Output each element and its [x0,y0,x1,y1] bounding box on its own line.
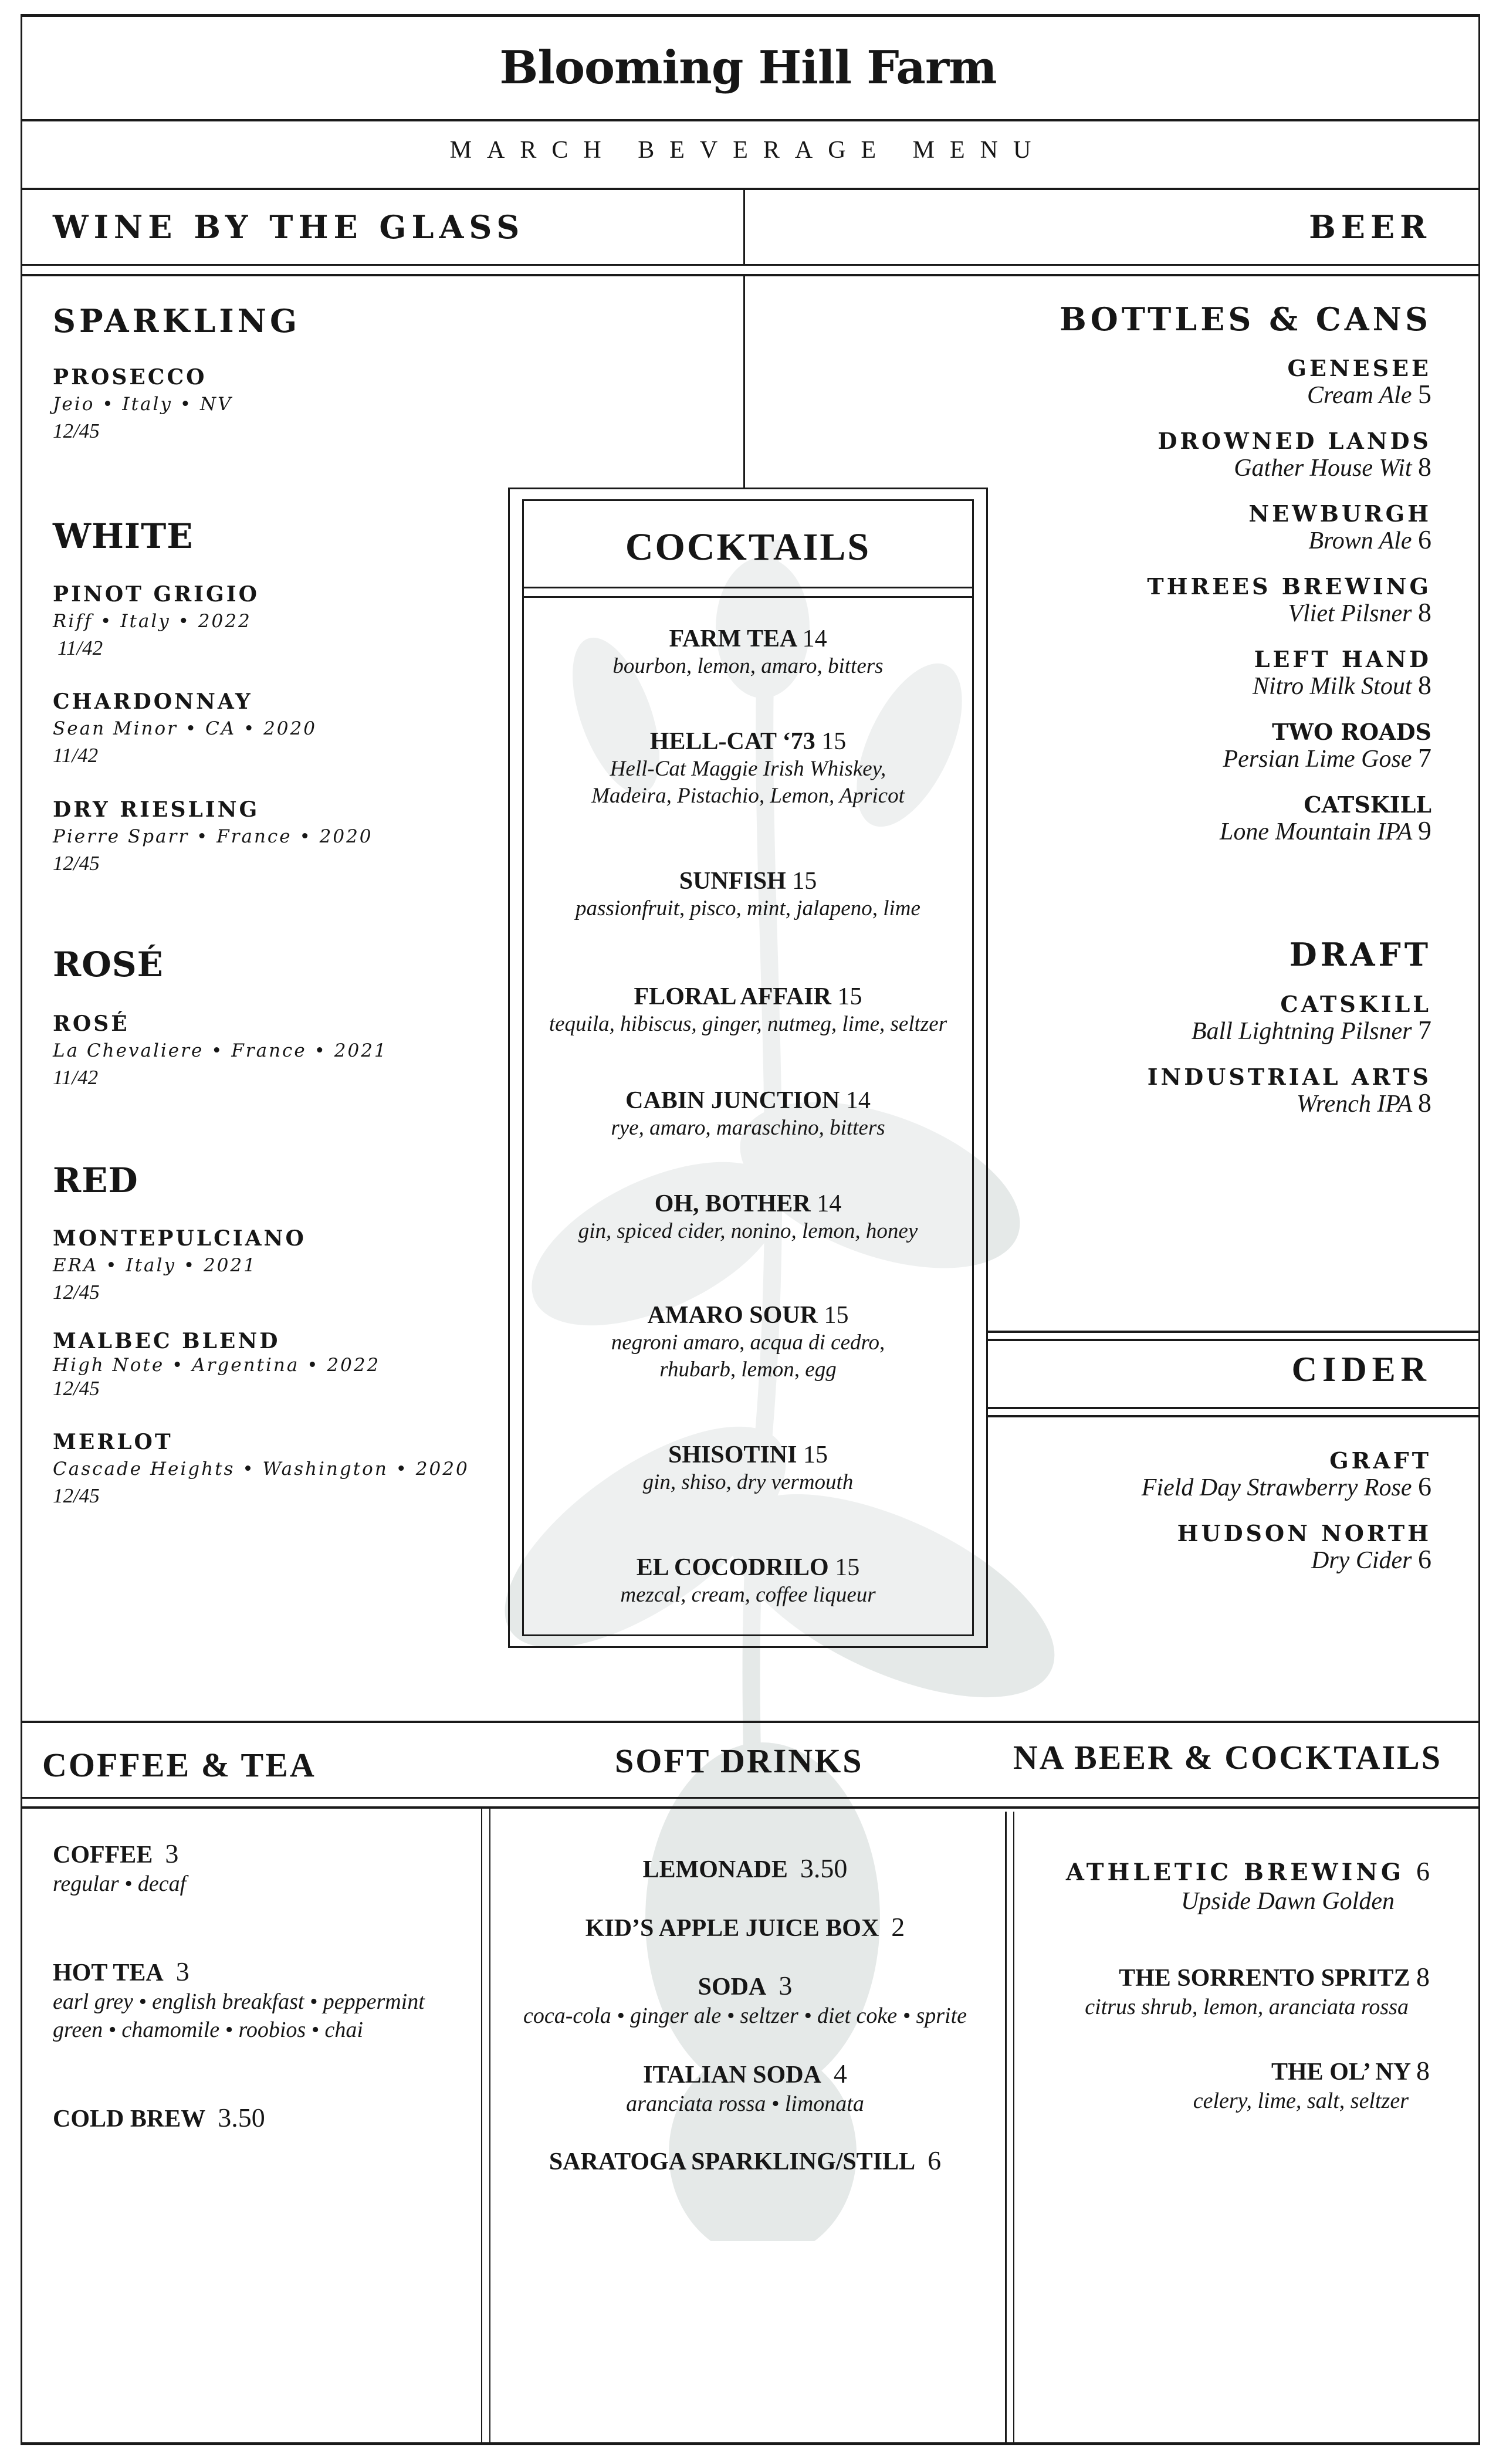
beer-item [1148,1064,1431,1117]
cocktail-name: EL COCODRILO [636,1554,829,1581]
cocktail-name: HELL-CAT ‘73 [649,728,815,755]
cider-list [1142,1448,1431,1593]
na-item [1066,1857,1430,1915]
drink-name: HOT TEA [53,1959,164,1986]
drink-name: COLD BREW [53,2106,206,2133]
drink-options: aranciata rossa • limonata [626,2091,864,2116]
beer-bottles-list [1147,356,1431,865]
beer-price: 5 [1418,379,1431,409]
beer-brewery: TWO ROADS [1272,719,1431,745]
cocktail-item [522,983,974,1038]
wine-item [53,796,373,877]
beer-price: 8 [1418,670,1431,700]
wine-producer: Jeio • Italy • NV [53,394,233,415]
beer-style: Lone Mountain IPA [1220,818,1412,845]
drink-name: SODA [698,1974,767,2001]
rule-cider-top-a [987,1331,1480,1333]
cocktail-item [522,1190,974,1245]
cocktail-price: 15 [803,1441,828,1468]
divider-wine-beer-top [743,189,745,265]
rule-under-title [21,119,1480,121]
cocktail-name: FARM TEA [669,625,797,652]
rule-bottom [21,2442,1480,2445]
beer-brewery: DROWNED LANDS [1157,428,1431,454]
menu-subtitle: MARCH BEVERAGE MENU [449,137,1047,164]
wine-item [53,1429,469,1509]
rule-bottom-head-top [21,1721,1480,1723]
wine-price: 12/45 [53,1281,100,1304]
wine-producer: Sean Minor • CA • 2020 [53,718,317,739]
cocktail-price: 15 [824,1302,849,1329]
soft-drink-item [487,2059,1003,2118]
beer-brewery: GENESEE [1287,355,1431,381]
cocktail-price: 15 [835,1554,860,1581]
cocktail-price: 14 [817,1190,842,1217]
wine-name: PROSECCO [53,365,207,390]
rule-section-head-a [21,264,1480,266]
wine-producer: High Note • Argentina • 2022 [53,1355,381,1376]
beer-brewery: NEWBURGH [1248,500,1431,527]
divider-coffee-soft-a [481,1809,482,2445]
wine-name: PINOT GRIGIO [53,582,259,607]
drink-description: Upside Dawn Golden [1181,1888,1395,1915]
rule-cocktails-head-b [522,596,974,598]
drink-price: 3.50 [218,2103,265,2133]
wine-name: CHARDONNAY [53,689,253,714]
beer-item [1147,356,1431,408]
drink-options: regular • decaf [53,1871,187,1896]
divider-coffee-soft-b [489,1809,490,2445]
cocktail-ingredients: tequila, hibiscus, ginger, nutmeg, lime, seltzer [549,1012,947,1036]
beer-price: 8 [1418,452,1431,482]
drink-price: 6 [1416,1856,1430,1886]
na-item [1193,2056,1430,2115]
beer-brewery: CATSKILL [1304,791,1431,818]
cocktail-ingredients: rhubarb, lemon, egg [659,1358,837,1382]
wine-price: 12/45 [53,1484,100,1507]
drink-name: KID’S APPLE JUICE BOX [585,1915,879,1942]
cocktail-ingredients: bourbon, lemon, amaro, bitters [612,654,884,678]
na-item [1085,1962,1430,2021]
cocktail-price: 14 [845,1087,871,1114]
cocktail-ingredients: gin, shiso, dry vermouth [642,1470,854,1494]
beer-price: 8 [1418,1088,1431,1118]
drink-name: COFFEE [53,1842,153,1869]
drink-name: THE SORRENTO SPRITZ [1119,1965,1410,1992]
drink-description: citrus shrub, lemon, aranciata rossa [1085,1995,1409,2019]
beer-style: Brown Ale [1308,527,1412,554]
beer-price: 8 [1418,597,1431,627]
beer-brewery: INDUSTRIAL ARTS [1147,1064,1431,1090]
drink-name: THE OL’ NY [1271,2059,1410,2086]
wine-producer: Riff • Italy • 2022 [53,611,252,632]
beer-category-bottles-cans: BOTTLES & CANS [1060,300,1431,338]
wine-name: MALBEC BLEND [53,1329,280,1353]
rule-under-subtitle [21,188,1480,190]
cider-maker: HUDSON NORTH [1177,1520,1431,1546]
beer-brewery: LEFT HAND [1254,646,1431,672]
beer-style: Persian Lime Gose [1223,746,1412,773]
wine-item [53,1225,306,1306]
beer-style: Nitro Milk Stout [1253,673,1412,700]
cocktail-item [522,727,974,810]
drink-description: celery, lime, salt, seltzer [1193,2089,1409,2113]
wine-category-red: RED [53,1160,138,1200]
coffee-tea-item [53,1839,186,1898]
wine-producer: La Chevaliere • France • 2021 [53,1040,388,1061]
cider-style: Field Day Strawberry Rose [1141,1474,1412,1501]
beer-style: Cream Ale [1307,382,1412,409]
beer-price: 6 [1418,524,1431,554]
wine-price: 11/42 [57,637,103,659]
cocktail-name: SUNFISH [679,868,786,895]
beer-brewery: THREES BREWING [1147,573,1431,600]
rule-bottom-head-a [21,1797,1480,1799]
cocktail-price: 15 [837,983,862,1010]
soft-drink-item [487,1913,1003,1943]
divider-soft-na-b [1013,1812,1014,2445]
cider-heading: CIDER [1291,1350,1431,1389]
beer-draft-list [1148,991,1431,1137]
beer-item [1147,792,1431,845]
beer-style: Gather House Wit [1234,455,1412,482]
wine-name: ROSÉ [53,1011,130,1036]
beer-style: Vliet Pilsner [1288,600,1412,627]
wine-item [53,1329,380,1400]
beer-price: 7 [1418,743,1431,773]
wine-category-white: WHITE [53,516,194,556]
wine-producer: Cascade Heights • Washington • 2020 [53,1458,469,1480]
divider-wine-beer [743,276,745,488]
coffee-tea-heading: COFFEE & TEA [42,1746,316,1784]
cocktail-item [522,867,974,922]
wine-name: MERLOT [53,1430,173,1454]
beer-item [1147,428,1431,481]
cider-price: 6 [1418,1544,1431,1574]
beer-price: 9 [1418,815,1431,845]
cocktail-item [522,1553,974,1609]
cocktail-price: 15 [792,868,817,895]
beer-brewery: CATSKILL [1280,991,1431,1017]
rule-cider-bottom-b [987,1415,1480,1417]
wine-item [53,688,317,769]
rule-top [21,14,1480,17]
drink-price: 3 [165,1839,179,1869]
wine-category-rose: ROSÉ [53,945,164,984]
beer-item [1148,991,1431,1044]
wine-price: 12/45 [53,852,100,875]
cocktail-ingredients: Madeira, Pistachio, Lemon, Apricot [591,784,905,808]
beer-price: 7 [1418,1015,1431,1045]
rule-cocktails-head-a [522,587,974,588]
cocktail-item [522,1441,974,1496]
drink-name: ITALIAN SODA [643,2062,821,2089]
wine-name: DRY RIESLING [53,797,260,822]
soft-drink-item [487,1971,1003,2030]
beer-style: Wrench IPA [1297,1091,1412,1118]
wine-price: 12/45 [53,1377,100,1400]
cider-style: Dry Cider [1311,1547,1412,1574]
cocktail-price: 14 [802,625,827,652]
drink-price: 4 [833,2059,847,2089]
cider-item [1142,1521,1431,1573]
na-heading: NA BEER & COCKTAILS [1013,1738,1442,1776]
beer-item [1147,719,1431,772]
cider-price: 6 [1418,1471,1431,1501]
section-heading-beer: BEER [1309,208,1431,246]
wine-item [53,581,259,662]
beer-item [1147,574,1431,627]
drink-price: 8 [1416,1962,1430,1992]
cocktail-price: 15 [821,728,847,755]
cocktail-ingredients: gin, spiced cider, nonino, lemon, honey [578,1219,918,1243]
drink-name: LEMONADE [642,1856,788,1883]
cocktail-name: SHISOTINI [668,1441,797,1468]
divider-soft-na-a [1005,1812,1007,2445]
rule-bottom-head-b [21,1806,1480,1809]
drink-options: earl grey • english breakfast • peppermint [53,1989,425,2014]
wine-price: 12/45 [53,419,100,442]
coffee-tea-item [53,2103,265,2134]
drink-options: green • chamomile • roobios • chai [53,2018,363,2042]
cider-item [1142,1448,1431,1501]
restaurant-title: Blooming Hill Farm [499,41,997,94]
drink-name: SARATOGA SPARKLING/STILL [549,2148,916,2175]
drink-name: ATHLETIC BREWING [1065,1859,1405,1886]
drink-price: 2 [891,1912,905,1942]
section-heading-wine: WINE BY THE GLASS [53,208,525,246]
soft-drink-item [487,1854,1003,1884]
wine-item [53,364,232,445]
cocktail-name: FLORAL AFFAIR [634,983,831,1010]
wine-item [53,1010,388,1091]
cocktail-item [522,1087,974,1142]
drink-price: 6 [928,2145,942,2175]
beer-category-draft: DRAFT [1289,936,1431,973]
cocktail-name: OH, BOTHER [654,1190,811,1217]
rule-section-head-b [21,274,1480,276]
beer-item [1147,501,1431,554]
cocktail-item [522,625,974,680]
drink-price: 3 [175,1957,189,1986]
cocktail-name: CABIN JUNCTION [625,1087,840,1114]
beer-item [1147,647,1431,699]
wine-price: 11/42 [53,1066,99,1089]
cocktail-ingredients: Hell-Cat Maggie Irish Whiskey, [610,757,886,781]
cocktail-ingredients: passionfruit, pisco, mint, jalapeno, lime [576,896,920,920]
drink-price: 8 [1416,2056,1430,2086]
cocktail-ingredients: mezcal, cream, coffee liqueur [620,1583,876,1607]
beer-style: Ball Lightning Pilsner [1191,1018,1412,1045]
cocktail-name: AMARO SOUR [647,1302,818,1329]
cider-maker: GRAFT [1329,1447,1431,1474]
wine-producer: ERA • Italy • 2021 [53,1255,257,1276]
cocktail-item [522,1301,974,1383]
cocktail-ingredients: negroni amaro, acqua di cedro, [611,1331,885,1355]
wine-price: 11/42 [53,744,99,767]
cocktails-heading: COCKTAILS [625,526,871,568]
coffee-tea-item [53,1957,425,2044]
drink-options: coca-cola • ginger ale • seltzer • diet coke • sprite [523,2003,967,2028]
cocktail-ingredients: rye, amaro, maraschino, bitters [611,1116,885,1140]
soft-drink-item [487,2146,1003,2177]
wine-category-sparkling: SPARKLING [53,302,301,340]
wine-producer: Pierre Sparr • France • 2020 [53,826,373,847]
rule-cider-bottom-a [987,1407,1480,1409]
drink-price: 3.50 [800,1853,848,1883]
drink-price: 3 [779,1971,793,2001]
soft-drinks-heading: SOFT DRINKS [615,1742,864,1780]
rule-cider-top-b [987,1339,1480,1341]
wine-name: MONTEPULCIANO [53,1226,306,1251]
